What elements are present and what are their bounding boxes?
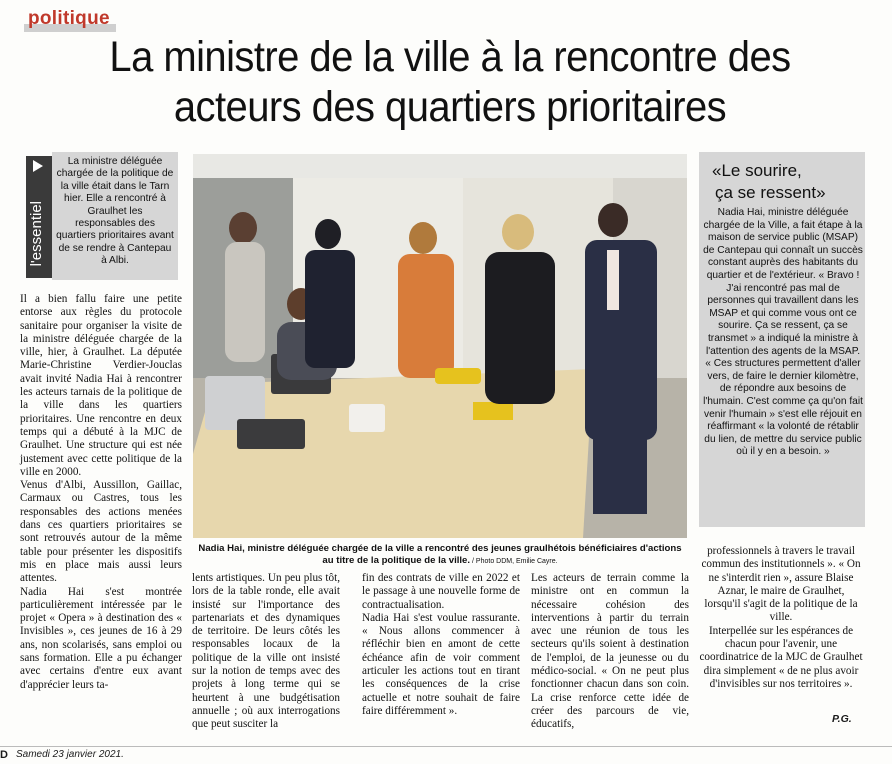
paragraph: professionnels à travers le travail commun des institutionnels ». « On ne s'interdit rien », assure Blaise Aznar, le maire de Graulhet, lorsqu'il s'agit de la politique de la ville. xyxy=(701,545,861,624)
article-photo xyxy=(193,154,687,538)
article-column-4 xyxy=(531,572,689,732)
meeting-photo-illustration xyxy=(193,154,687,538)
quote-line-1: «Le sourire, xyxy=(712,161,802,180)
sidebar-quote-title xyxy=(712,160,858,204)
paragraph: Nadia Hai s'est voulue rassurante. « Nous allons commencer à réfléchir bien en amont de cette échéance afin de voir comment articuler les actions tout en tirant les conséquences de la crise actuelle et notre souhait de faire faire différemment ». xyxy=(362,611,520,717)
caption-text: Nadia Hai, ministre déléguée chargée de la ville a rencontré des jeunes graulhétois bénéficiaires d'actions au titre de la politique de la ville. xyxy=(198,543,682,566)
footer-divider xyxy=(0,746,892,747)
essentiel-summary: La ministre déléguée chargée de la politique de la ville était dans le Tarn hier. Elle a rencontré à Graulhet les responsables des quartiers prioritaires avant de se rendre à Cantepau à Albi. xyxy=(52,152,178,280)
sidebar-text: Nadia Hai, ministre déléguée chargée de la Ville, a fait étape à la maison de service public (MSAP) de Cantepau qui connaît un succès constant auprès des habitants du quartier et de l'extérieur. « Bravo ! J'ai rencontré pas mal de personnes qui travaillent dans les MSAP et qui comme vous ont ce sourire. Ça se ressent, ça se transmet » a indiqué la ministre à l'attention des agents de la MSAP. « Ces structures permettent d'aller vers, de faire le dernier kilomètre, de répondre aux besoins de l'humain. C'est comme ça qu'on fait venir l'humain » s'est elle réjouit en réaffirmant « la volonté de rétablir du lien, de mettre du service public où il y en a besoin. » xyxy=(703,207,863,458)
page-footer xyxy=(0,746,892,764)
article-column-5 xyxy=(699,545,863,691)
essentiel-tab xyxy=(26,156,52,278)
paragraph: Il a bien fallu faire une petite entorse aux règles du protocole sanitaire pour organiser la visite de la ministre déléguée chargée de la ville, hier, à Graulhet. La députée Marie-Christine Verdier-Jouclas avait invité Nadia Hai à rencontrer les acteurs tarnais de la politique de la ville dans les quartiers prioritaires. Une rencontre en deux temps qui a débuté à la MJC de Graulhet. Une structure qui est née justement avec cette politique de la ville en 2000. xyxy=(20,293,182,478)
paragraph: Venus d'Albi, Aussillon, Gaillac, Carmaux ou Castres, tous les responsables des actions menées dans ces quartiers prioritaires se sont retrouvés autour de la même table pour présenter les dispositifs mis en place mais aussi leurs attentes. xyxy=(20,479,182,585)
photo-caption xyxy=(193,543,687,568)
paragraph: fin des contrats de ville en 2022 et le passage à une nouvelle forme de contractualisation. xyxy=(362,572,520,611)
paragraph: lents artistiques. Un peu plus tôt, lors de la table ronde, elle avait insisté sur l'importance des partenariats et des dynamiques de territoire. De leurs côtés les responsables locaux de la politique de la ville ont insisté sur la notion de temps avec des projets à long terme qui se heurtent à une budgétisation annuelle ; où aux interrogations que peut susciter la xyxy=(192,572,340,731)
paragraph: Interpellée sur les espérances de chacun pour l'avenir, une coordinatrice de la MJC de Graulhet dira simplement « de ne plus avoir d'invisibles sur nos territoires ». xyxy=(699,624,863,690)
paragraph: Nadia Hai s'est montrée particulièrement intéressée par le projet « Opera » à destination des « Invisibles », ces jeunes de 16 à 29 ans, non scolarisés, sans emploi ou sans formation. Elle a pu échanger avec certains d'entre eux avant d'apprécier leurs ta- xyxy=(20,585,182,691)
essentiel-label: l'essentiel xyxy=(28,200,45,266)
paragraph: Les acteurs de terrain comme la ministre ont en commun la nécessaire cohésion des interventions à partir du terrain avec une réunion de tous les secteurs qu'ils soient à destination de l'emploi, de la jeunesse ou du médico-social. « On ne peut plus fonctionner chacun dans son coin. La crise renforce cette idée de créer des parcours de vie, éducatifs, xyxy=(531,572,689,731)
author-signature: P.G. xyxy=(832,713,852,725)
triangle-arrow-icon xyxy=(33,160,43,172)
headline: La ministre de la ville à la rencontre des acteurs des quartiers prioritaires xyxy=(109,33,791,131)
newspaper-logo: D xyxy=(0,749,8,761)
photo-credit: / Photo DDM, Emilie Cayre. xyxy=(470,558,558,565)
article-column-2 xyxy=(192,572,340,732)
article-column-1 xyxy=(20,293,182,692)
issue-date: Samedi 23 janvier 2021. xyxy=(16,749,124,760)
quote-line-2: ça se ressent» xyxy=(715,183,826,202)
article-column-3 xyxy=(362,572,520,718)
section-label: politique xyxy=(28,8,110,29)
